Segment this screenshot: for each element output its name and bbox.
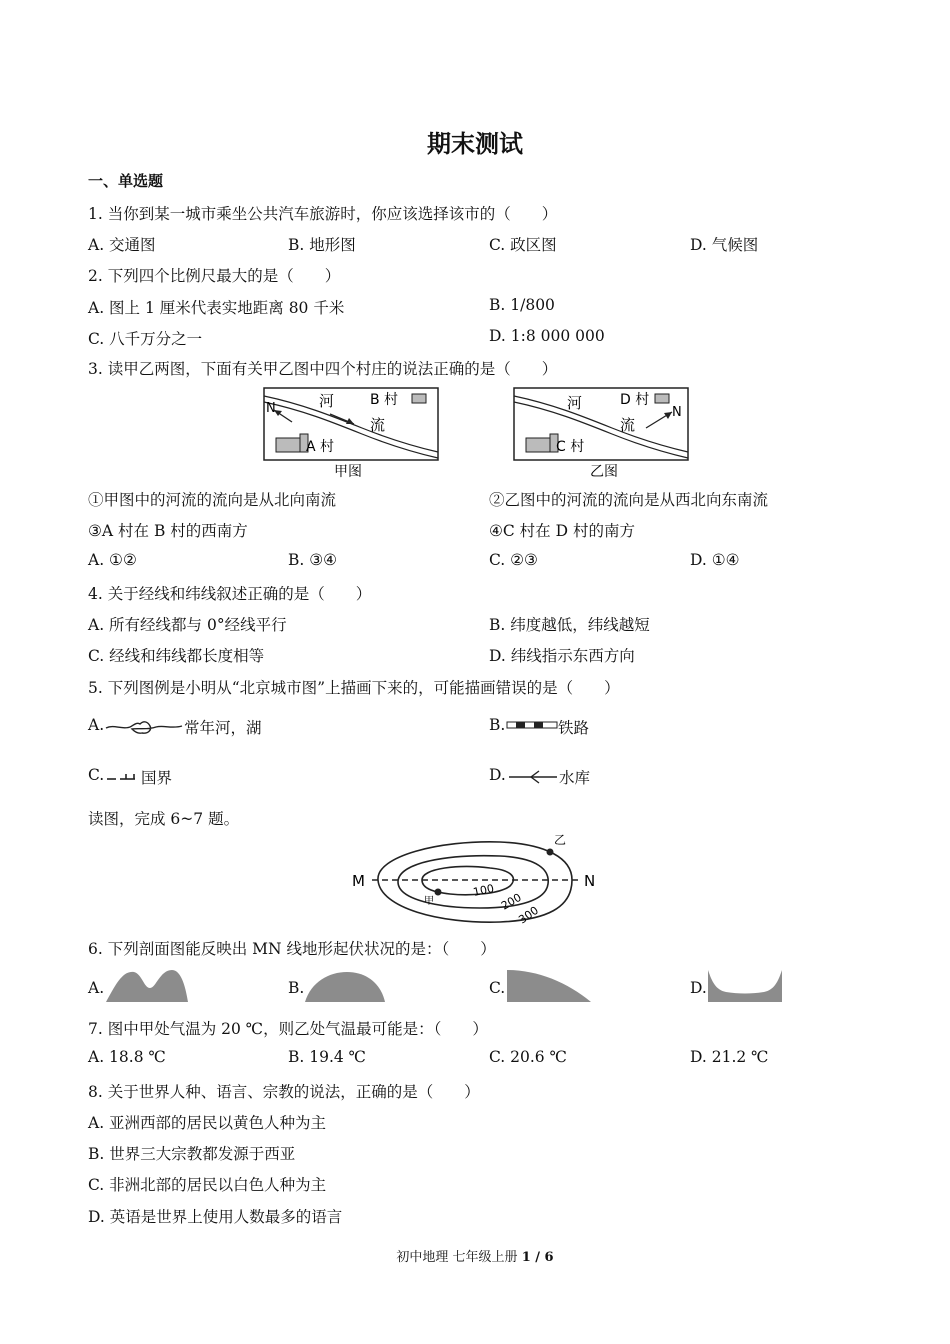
yi-north-label: N	[672, 405, 682, 420]
q2-option-d: D. 1:8 000 000	[489, 327, 605, 345]
q3-statement-2: ②乙图中的河流的流向是从西北向东南流	[489, 491, 769, 509]
page-number: 1 / 6	[521, 1250, 554, 1265]
read-prompt: 读图，完成 6~7 题。	[88, 810, 240, 828]
question-5-stem: 5. 下列图例是小明从“北京城市图”上描画下来的，可能描画错误的是（ ）	[88, 679, 620, 697]
q8-option-c: C. 非洲北部的居民以白色人种为主	[88, 1176, 327, 1194]
question-2-stem: 2. 下列四个比例尺最大的是（ ）	[88, 267, 341, 285]
q5-legend-b-label: 铁路	[558, 719, 590, 737]
yi-village-c-icon	[526, 438, 550, 452]
point-yi	[547, 849, 554, 856]
contour-300	[378, 842, 572, 922]
yi-river-label-2: 流	[620, 416, 636, 434]
question-6-stem: 6. 下列剖面图能反映出 MN 线地形起伏状况的是：（ ）	[88, 940, 496, 958]
q3-option-b: B. ③④	[288, 551, 338, 569]
q8-option-b: B. 世界三大宗教都发源于西亚	[88, 1145, 296, 1163]
q7-option-d: D. 21.2 ℃	[690, 1048, 769, 1066]
question-4-stem: 4. 关于经线和纬线叙述正确的是（ ）	[88, 585, 372, 603]
page-footer	[0, 1246, 950, 1265]
q4-option-b: B. 纬度越低，纬线越短	[489, 616, 650, 634]
contour-200	[398, 856, 548, 908]
question-8-stem: 8. 关于世界人种、语言、宗教的说法，正确的是（ ）	[88, 1083, 480, 1101]
section-heading: 一、单选题	[88, 172, 164, 190]
q4-option-c: C. 经线和纬线都长度相等	[88, 647, 265, 665]
jia-village-a-icon	[276, 438, 300, 452]
q3-statement-4: ④C 村在 D 村的南方	[489, 522, 635, 540]
jia-village-a-label: A 村	[306, 439, 335, 455]
q5-option-c: C.	[88, 766, 105, 784]
q7-option-a: A. 18.8 ℃	[88, 1048, 166, 1066]
q8-option-a: A. 亚洲西部的居民以黄色人种为主	[88, 1114, 327, 1132]
q7-option-c: C. 20.6 ℃	[489, 1048, 567, 1066]
label-yi: 乙	[554, 833, 567, 847]
profile-c-icon	[507, 968, 591, 1002]
q4-option-a: A. 所有经线都与 0°经线平行	[88, 616, 287, 634]
q3-statement-1: ①甲图中的河流的流向是从北向南流	[88, 491, 337, 509]
q5-legend-c-label: 国界	[141, 769, 173, 787]
label-100: 100	[471, 881, 496, 899]
q4-option-d: D. 纬线指示东西方向	[489, 647, 635, 665]
q3-option-a: A. ①②	[88, 551, 137, 569]
question-1-stem: 1. 当你到某一城市乘坐公共汽车旅游时，你应该选择该市的（ ）	[88, 205, 558, 223]
yi-caption: 乙图	[590, 464, 618, 480]
q1-option-a: A. 交通图	[88, 236, 156, 254]
profile-a-icon	[106, 968, 188, 1002]
river-lake-legend-icon	[104, 716, 184, 738]
q2-option-c: C. 八千万分之一	[88, 330, 203, 348]
jia-village-b-label: B 村	[370, 392, 399, 408]
label-300: 300	[516, 903, 541, 927]
profile-b-icon	[305, 968, 385, 1002]
q8-option-d: D. 英语是世界上使用人数最多的语言	[88, 1208, 343, 1226]
q3-statement-3: ③A 村在 B 村的西南方	[88, 522, 248, 540]
q6-option-c: C.	[489, 979, 506, 997]
question-7-stem: 7. 图中甲处气温为 20 ℃，则乙处气温最可能是：（ ）	[88, 1020, 488, 1038]
q3-option-d: D. ①④	[690, 551, 740, 569]
yi-village-d-label: D 村	[620, 392, 650, 408]
profile-d-icon	[708, 968, 782, 1002]
q1-option-c: C. 政区图	[489, 236, 557, 254]
jia-north-label: N	[266, 401, 276, 416]
yi-village-d-icon	[655, 394, 669, 403]
footer-text: 初中地理 七年级上册	[396, 1250, 522, 1265]
q5-legend-d-label: 水库	[559, 769, 591, 787]
point-jia	[435, 889, 442, 896]
jia-river-label-2: 流	[370, 416, 386, 434]
q1-option-d: D. 气候图	[690, 236, 759, 254]
label-200: 200	[499, 890, 524, 913]
q6-option-d: D.	[690, 979, 707, 997]
label-jia: 甲	[424, 896, 434, 907]
reservoir-legend-icon	[507, 768, 559, 786]
q5-option-a: A.	[88, 716, 105, 734]
q6-option-b: B.	[288, 979, 305, 997]
yi-river-label-1: 河	[567, 394, 583, 412]
jia-river-label-1: 河	[319, 392, 335, 410]
label-m: M	[352, 872, 365, 890]
map-yi	[512, 386, 692, 480]
jia-caption: 甲图	[334, 464, 362, 480]
question-3-stem: 3. 读甲乙两图，下面有关甲乙图中四个村庄的说法正确的是（ ）	[88, 360, 558, 378]
q1-option-b: B. 地形图	[288, 236, 356, 254]
map-jia	[262, 386, 442, 480]
border-legend-icon	[106, 770, 136, 784]
q7-option-b: B. 19.4 ℃	[288, 1048, 367, 1066]
q6-option-a: A.	[88, 979, 105, 997]
q5-legend-a-label: 常年河，湖	[184, 719, 262, 737]
q2-option-a: A. 图上 1 厘米代表实地距离 80 千米	[88, 299, 345, 317]
q5-option-d: D.	[489, 766, 506, 784]
q3-option-c: C. ②③	[489, 551, 538, 569]
railway-legend-icon	[506, 717, 558, 733]
label-n: N	[584, 872, 596, 890]
q5-option-b: B.	[489, 716, 506, 734]
page-title: 期末测试	[427, 129, 523, 158]
jia-village-b-icon	[412, 394, 426, 403]
q2-option-b: B. 1/800	[489, 296, 555, 314]
yi-village-c-label: C 村	[556, 439, 585, 455]
contour-map	[350, 830, 610, 930]
